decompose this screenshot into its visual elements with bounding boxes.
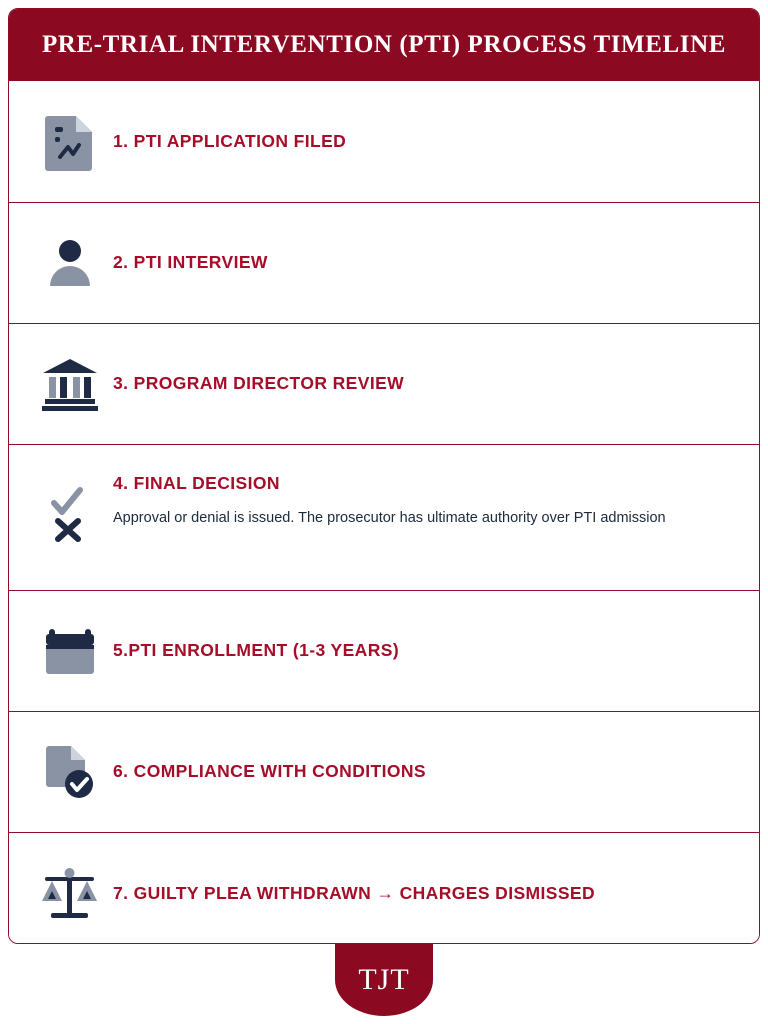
step-6-title: 6. COMPLIANCE WITH CONDITIONS [113, 761, 426, 782]
step-3-title: 3. PROGRAM DIRECTOR REVIEW [113, 373, 405, 394]
timeline-card [8, 8, 760, 944]
step-2-title: 2. PTI INTERVIEW [113, 252, 268, 273]
step-4-icon-cell [27, 473, 113, 545]
step-5-text-cell [113, 640, 759, 662]
step-4-text-cell [113, 473, 759, 530]
header-banner [9, 9, 759, 81]
list-item-step-6 [9, 712, 759, 833]
step-5-icon-cell [27, 622, 113, 680]
scales-of-justice-icon [39, 865, 101, 923]
step-5-title: 5.PTI ENROLLMENT (1-3 YEARS) [113, 640, 400, 661]
list-item-step-5 [9, 591, 759, 712]
list-item-step-4 [9, 445, 759, 591]
step-7-text-cell [113, 883, 759, 905]
person-icon [44, 234, 96, 292]
check-and-x-icon [46, 483, 94, 545]
document-check-icon [44, 743, 96, 801]
step-2-text-cell [113, 252, 759, 274]
list-item-step-7 [9, 833, 759, 944]
footer-logo-wrap [0, 944, 768, 1016]
list-item-step-3 [9, 324, 759, 445]
step-6-icon-cell [27, 743, 113, 801]
step-2-icon-cell [27, 234, 113, 292]
step-7-title: 7. GUILTY PLEA WITHDRAWN → CHARGES DISMISSED [113, 882, 596, 903]
page-title: PRE-TRIAL INTERVENTION (PTI) PROCESS TIMELINE [41, 31, 727, 58]
list-item-step-1 [9, 81, 759, 203]
step-4-title: 4. FINAL DECISION [113, 473, 280, 493]
steps-list [9, 81, 759, 944]
step-1-title: 1. PTI APPLICATION FILED [113, 130, 347, 151]
list-item-step-2 [9, 203, 759, 324]
step-1-icon-cell [27, 113, 113, 171]
step-7-icon-cell [27, 865, 113, 923]
step-1-text-cell [113, 131, 759, 153]
brand-logo [335, 944, 433, 1016]
brand-logo-text: TJT [358, 963, 410, 996]
calendar-icon [43, 622, 97, 680]
step-6-text-cell [113, 761, 759, 783]
step-4-description: Approval or denial is issued. The prosecutor has ultimate authority over PTI admission [113, 509, 666, 526]
courthouse-bank-icon [41, 356, 99, 412]
step-3-icon-cell [27, 356, 113, 412]
document-file-icon [44, 113, 96, 171]
step-3-text-cell [113, 373, 759, 395]
